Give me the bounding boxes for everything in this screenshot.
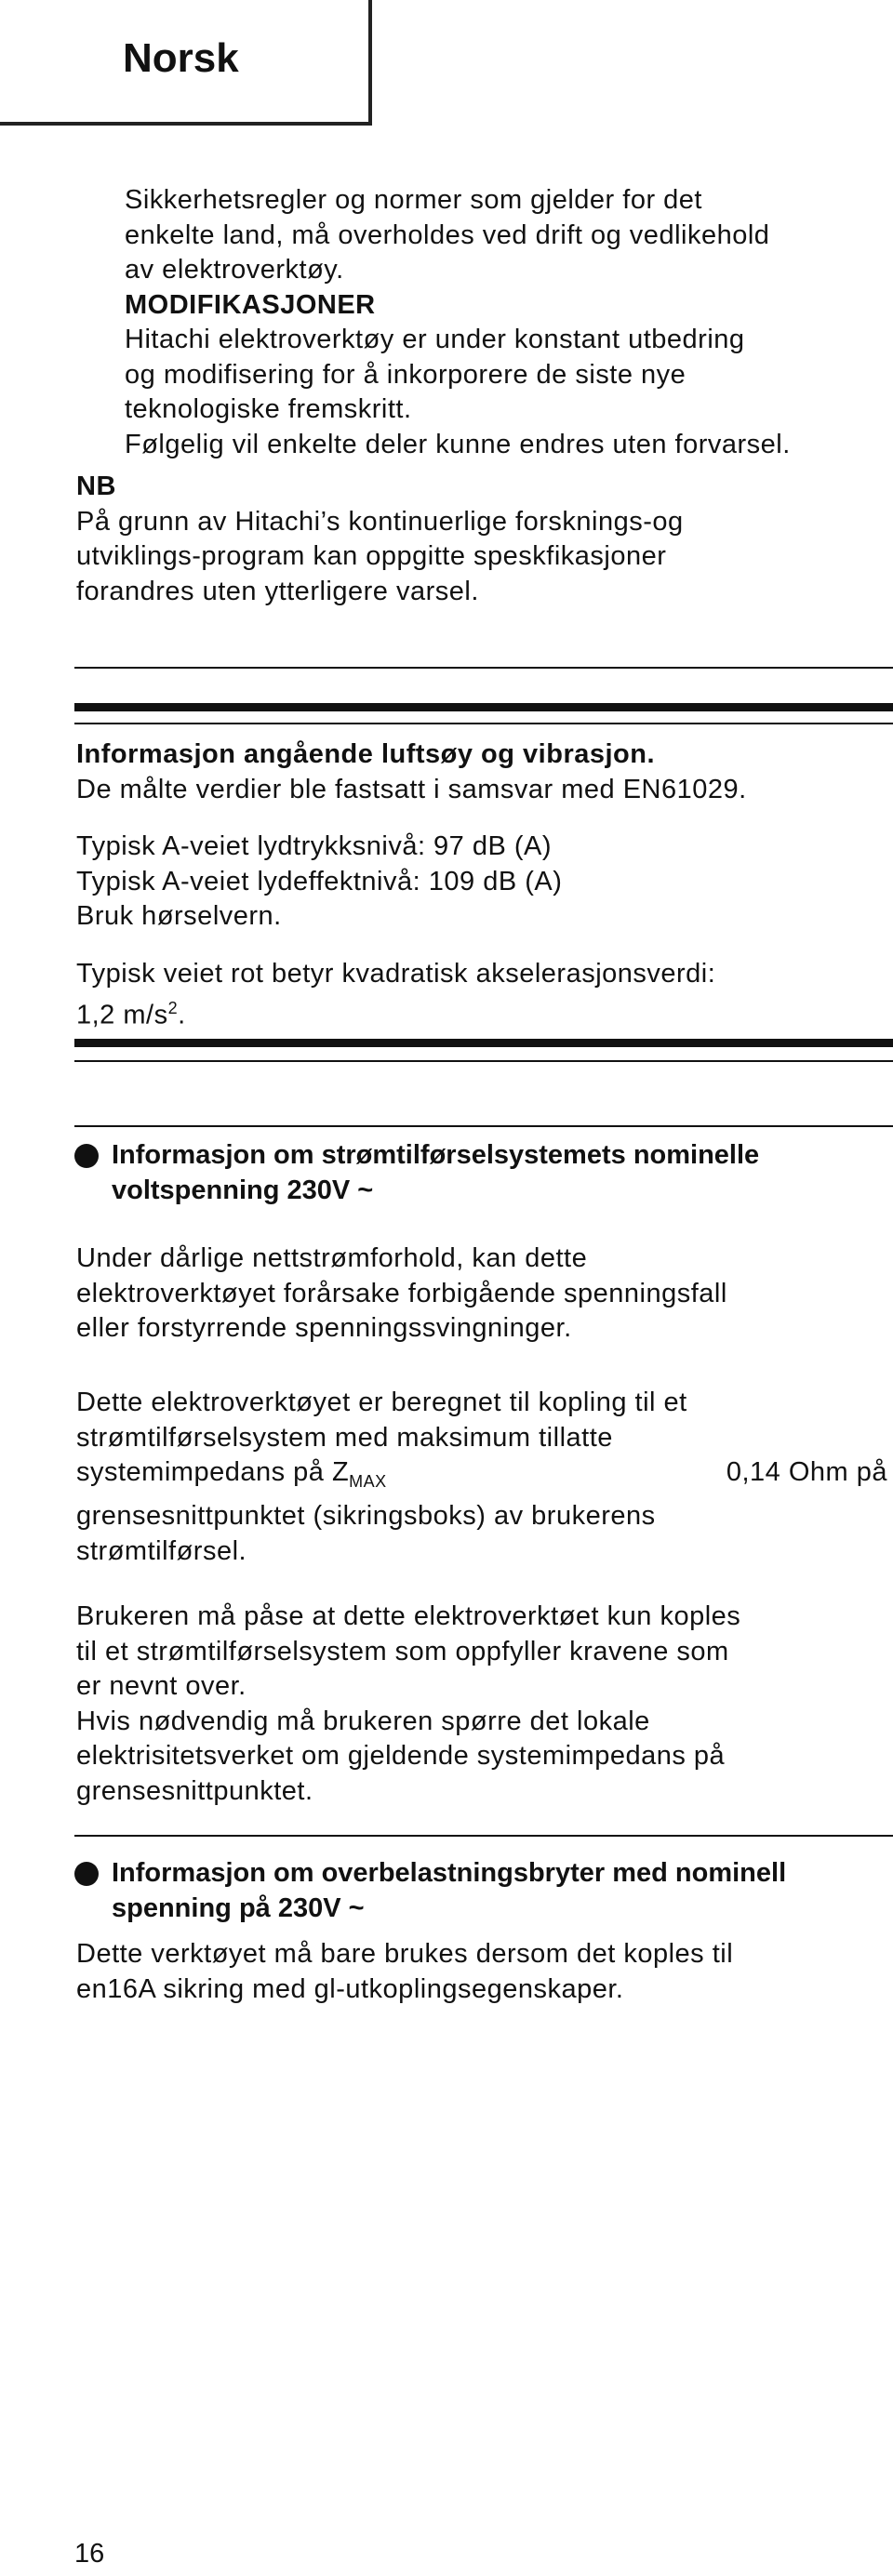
noise-standard-line: De målte verdier ble fastsatt i samsvar med EN61029. (76, 774, 747, 804)
voltage-paragraph-3 (76, 1600, 887, 1809)
divider (74, 1060, 893, 1062)
divider (74, 667, 893, 669)
divider-thick (74, 703, 893, 711)
voltage-p3-line: Brukeren må påse at dette elektroverktøet kun koples (76, 1601, 741, 1631)
bullet-icon (74, 1862, 99, 1886)
voltage-p3-line: til et strømtilførselsystem som oppfyller kravene som (76, 1636, 729, 1666)
voltage-p3-line: er nevnt over. (76, 1671, 247, 1701)
impedance-value: 0,14 Ohm på (726, 1457, 887, 1487)
voltage-p3-line: Hvis nødvendig må brukeren spørre det lokale (76, 1706, 650, 1736)
nb-section (76, 470, 887, 609)
voltage-p3-line: elektrisitetsverket om gjeldende systemimpedans på (76, 1741, 726, 1771)
vibration-value: 1,2 m/s (76, 1000, 168, 1030)
divider (74, 1835, 893, 1837)
vibration-period: . (178, 1000, 186, 1030)
voltage-heading-line: Informasjon om strømtilførselsystemets nominelle (112, 1140, 760, 1170)
voltage-p1-line: eller forstyrrende spenningssvingninger. (76, 1313, 572, 1343)
sound-pressure-line: Typisk A-veiet lydtrykksnivå: 97 dB (A) (76, 831, 553, 861)
sound-power-line: Typisk A-veiet lydeffektnivå: 109 dB (A) (76, 866, 563, 896)
breaker-heading-line: Informasjon om overbelastningsbryter med nominell (112, 1858, 787, 1888)
vibration-line: Typisk veiet rot betyr kvadratisk akselerasjonsverdi: (76, 958, 716, 989)
voltage-p3-line: grensesnittpunktet. (76, 1775, 313, 1806)
nb-line: På grunn av Hitachi’s kontinuerlige forsknings-og (76, 506, 684, 537)
intro-section (125, 183, 887, 462)
voltage-p2-line: strømtilførselsystem med maksimum tillatte (76, 1422, 613, 1453)
voltage-p1-line: Under dårlige nettstrømforhold, kan dette (76, 1243, 588, 1273)
divider (74, 723, 893, 724)
vibration-value-line (76, 991, 887, 1033)
nb-line: utviklings-program kan oppgitte speskfikasjoner (76, 541, 667, 571)
breaker-heading (74, 1856, 887, 1926)
divider (74, 1125, 893, 1127)
voltage-paragraph-2 (76, 1386, 887, 1569)
bullet-icon (74, 1144, 99, 1168)
language-tab (0, 0, 372, 126)
modifications-line: Hitachi elektroverktøy er under konstant utbedring (125, 325, 745, 354)
modifications-heading: MODIFIKASJONER (125, 289, 376, 320)
impedance-text: systemimpedans på Z (76, 1457, 350, 1487)
page-number: 16 (74, 2539, 105, 2569)
voltage-p1-line: elektroverktøyet forårsake forbigående spenningsfall (76, 1278, 727, 1308)
modifications-line: og modifisering for å inkorporere de siste nye (125, 359, 686, 390)
language-title: Norsk (123, 35, 239, 81)
voltage-p2-line (76, 1455, 887, 1499)
impedance-subscript: MAX (349, 1471, 387, 1491)
modifications-line: teknologiske fremskritt. (125, 394, 412, 424)
vibration-exponent: 2 (167, 999, 179, 1017)
noise-section (76, 737, 887, 1033)
voltage-p2-line: grensesnittpunktet (sikringsboks) av brukerens (76, 1501, 656, 1532)
voltage-p2-line: Dette elektroverktøyet er beregnet til kopling til et (76, 1388, 687, 1417)
voltage-heading-line: voltspenning 230V ~ (112, 1175, 374, 1205)
breaker-line: en16A sikring med gl-utkoplingsegenskaper. (76, 1973, 624, 2004)
breaker-line: Dette verktøyet må bare brukes dersom det koples til (76, 1939, 734, 1969)
voltage-heading (74, 1138, 887, 1208)
voltage-paragraph-1 (76, 1242, 887, 1347)
modifications-line: Følgelig vil enkelte deler kunne endres uten forvarsel. (125, 429, 791, 459)
intro-line: av elektroverktøy. (125, 255, 344, 285)
intro-line: Sikkerhetsregler og normer som gjelder for det (125, 185, 702, 215)
nb-line: forandres uten ytterligere varsel. (76, 576, 479, 606)
noise-heading: Informasjon angående luftsøy og vibrasjon. (76, 739, 656, 769)
ear-protection-line: Bruk hørselvern. (76, 901, 282, 931)
intro-line: enkelte land, må overholdes ved drift og vedlikehold (125, 219, 770, 250)
voltage-p2-line: strømtilførsel. (76, 1535, 247, 1566)
breaker-heading-line: spenning på 230V ~ (112, 1892, 365, 1923)
nb-heading: NB (76, 471, 116, 501)
divider-thick (74, 1039, 893, 1047)
breaker-paragraph (76, 1937, 887, 2007)
impedance-label (76, 1455, 387, 1499)
